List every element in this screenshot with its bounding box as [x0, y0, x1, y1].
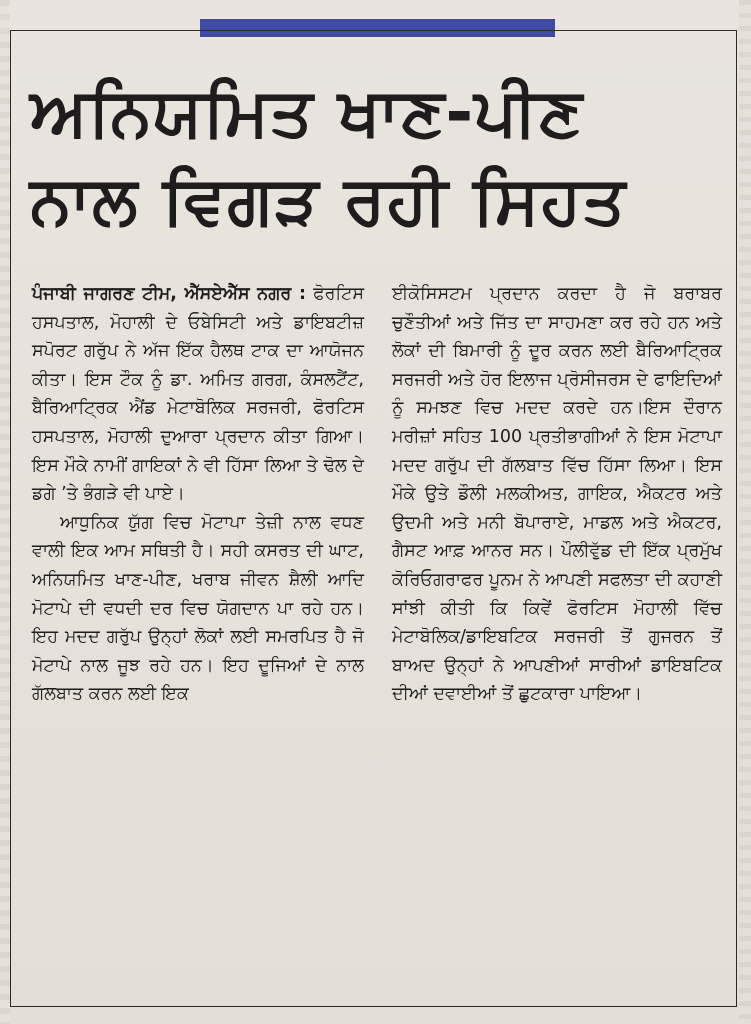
body-paragraph: ਆਧੁਨਿਕ ਯੁੱਗ ਵਿਚ ਮੋਟਾਪਾ ਤੇਜ਼ੀ ਨਾਲ ਵਧਣ ਵਾਲੀ ਇਕ ਆਮ ਸਥਿਤੀ ਹੈ। ਸਹੀ ਕਸਰਤ ਦੀ ਘਾਟ, ਅਨਿਯਮਿਤ ਖਾਣ-ਪੀਣ, ਖਰਾਬ ਜੀਵਨ ਸ਼ੈਲੀ ਆਦਿ ਮੋਟਾਪੇ ਦੀ ਵਧਦੀ ਦਰ ਵਿਚ ਯੋਗਦਾਨ ਪਾ ਰਹੇ ਹਨ। ਇਹ ਮਦਦ ਗਰੁੱਪ ਉਨ੍ਹਾਂ ਲੋਕਾਂ ਲਈ ਸਮਰਪਿਤ ਹੈ ਜੋ ਮੋਟਾਪੇ ਨਾਲ ਜੂਝ ਰਹੇ ਹਨ। ਇਹ ਦੂਜਿਆਂ ਦੇ ਨਾਲ ਗੱਲਬਾਤ ਕਰਨ ਲਈ ਇਕ	[32, 512, 364, 705]
headline-line-2: ਨਾਲ ਵਿਗੜ ਰਹੀ ਸਿਹਤ	[30, 161, 627, 239]
body-paragraph-continued: ਈਕੋਸਿਸਟਮ ਪ੍ਰਦਾਨ ਕਰਦਾ ਹੈ ਜੋ ਬਰਾਬਰ ਚੁਣੌਤੀਆਂ ਅਤੇ ਜਿੱਤ ਦਾ ਸਾਹਮਣਾ ਕਰ ਰਹੇ ਹਨ ਅਤੇ ਲੋਕਾਂ ਦੀ ਬਿਮਾਰੀ ਨੂੰ ਦੂਰ ਕਰਨ ਲਈ ਬੈਰਿਆਟ੍ਰਿਕ ਸਰਜਰੀ ਅਤੇ ਹੋਰ ਇਲਾਜ ਪ੍ਰੋਸੀਜਰਸ ਦੇ ਫਾਇਦਿਆਂ ਨੂੰ ਸਮਝਣ ਵਿਚ ਮਦਦ ਕਰਦੇ ਹਨ।ਇਸ ਦੌਰਾਨ ਮਰੀਜ਼ਾਂ ਸਹਿਤ 100 ਪ੍ਰਤੀਭਾਗੀਆਂ ਨੇ ਇਸ ਮੋਟਾਪਾ ਮਦਦ ਗਰੁੱਪ ਦੀ ਗੱਲਬਾਤ ਵਿੱਚ ਹਿੱਸਾ ਲਿਆ। ਇਸ ਮੌਕੇ ਉਤੇ ਡੌਲੀ ਮਲਕੀਅਤ, ਗਾਇਕ, ਐਕਟਰ ਅਤੇ ਉਦਮੀ ਅਤੇ ਮਨੀ ਬੋਪਾਰਾਏ, ਮਾਡਲ ਅਤੇ ਐਕਟਰ, ਗੈਸਟ ਆਫ਼ ਆਨਰ ਸਨ। ਪੌਲੀਵੁੱਡ ਦੀ ਇੱਕ ਪ੍ਰਮੁੱਖ ਕੋਰਿਓਗਰਾਫਰ ਪੂਨਮ ਨੇ ਆਪਣੀ ਸਫਲਤਾ ਦੀ ਕਹਾਣੀ ਸਾਂਝੀ ਕੀਤੀ ਕਿ ਕਿਵੇਂ ਫੋਰਟਿਸ ਮੋਹਾਲੀ ਵਿੱਚ ਮੇਟਾਬੋਲਿਕ/ਡਾਇਬਟਿਕ ਸਰਜਰੀ ਤੋਂ ਗੁਜਰਨ ਤੋਂ ਬਾਅਦ ਉਨ੍ਹਾਂ ਨੇ ਆਪਣੀਆਂ ਸਾਰੀਆਂ ਡਾਇਬਟਿਕ ਦੀਆਂ ਦਵਾਈਆਂ ਤੋਂ ਛੁਟਕਾਰਾ ਪਾਇਆ।	[392, 284, 722, 705]
article-headline	[30, 68, 720, 244]
lead-paragraph	[32, 280, 364, 509]
adjacent-article-right-edge	[739, 0, 751, 1024]
article-column-left	[32, 280, 364, 709]
headline-line-1: ਅਨਿਯਮਿਤ ਖਾਣ-ਪੀਣ	[30, 73, 584, 151]
article-column-right	[392, 280, 722, 709]
byline: ਪੰਜਾਬੀ ਜਾਗਰਣ ਟੀਮ, ਐੱਸਏਐੱਸ ਨਗਰ :	[32, 284, 306, 304]
adjacent-article-left-edge	[0, 0, 10, 1024]
lead-text: ਫੋਰਟਿਸ ਹਸਪਤਾਲ, ਮੋਹਾਲੀ ਦੇ ਓਬੇਸਿਟੀ ਅਤੇ ਡਾਇਬਟੀਜ਼ ਸਪੋਰਟ ਗਰੁੱਪ ਨੇ ਅੱਜ ਇੱਕ ਹੈਲਥ ਟਾਕ ਦਾ ਆਯੋਜਨ ਕੀਤਾ। ਇਸ ਟੌਕ ਨੂੰ ਡਾ. ਅਮਿਤ ਗਰਗ, ਕੰਸਲਟੈਂਟ, ਬੈਰਿਆਟ੍ਰਿਕ ਐਂਡ ਮੇਟਾਬੋਲਿਕ ਸਰਜਰੀ, ਫੋਰਟਿਸ ਹਸਪਤਾਲ, ਮੋਹਾਲੀ ਦੁਆਰਾ ਪ੍ਰਦਾਨ ਕੀਤਾ ਗਿਆ। ਇਸ ਮੌਕੇ ਨਾਮੀਂ ਗਾਇਕਾਂ ਨੇ ਵੀ ਹਿੱਸਾ ਲਿਆ ਤੇ ਢੋਲ ਦੇ ਡਗੇ ’ਤੇ ਭੰਗੜੇ ਵੀ ਪਾਏ।	[32, 284, 364, 505]
